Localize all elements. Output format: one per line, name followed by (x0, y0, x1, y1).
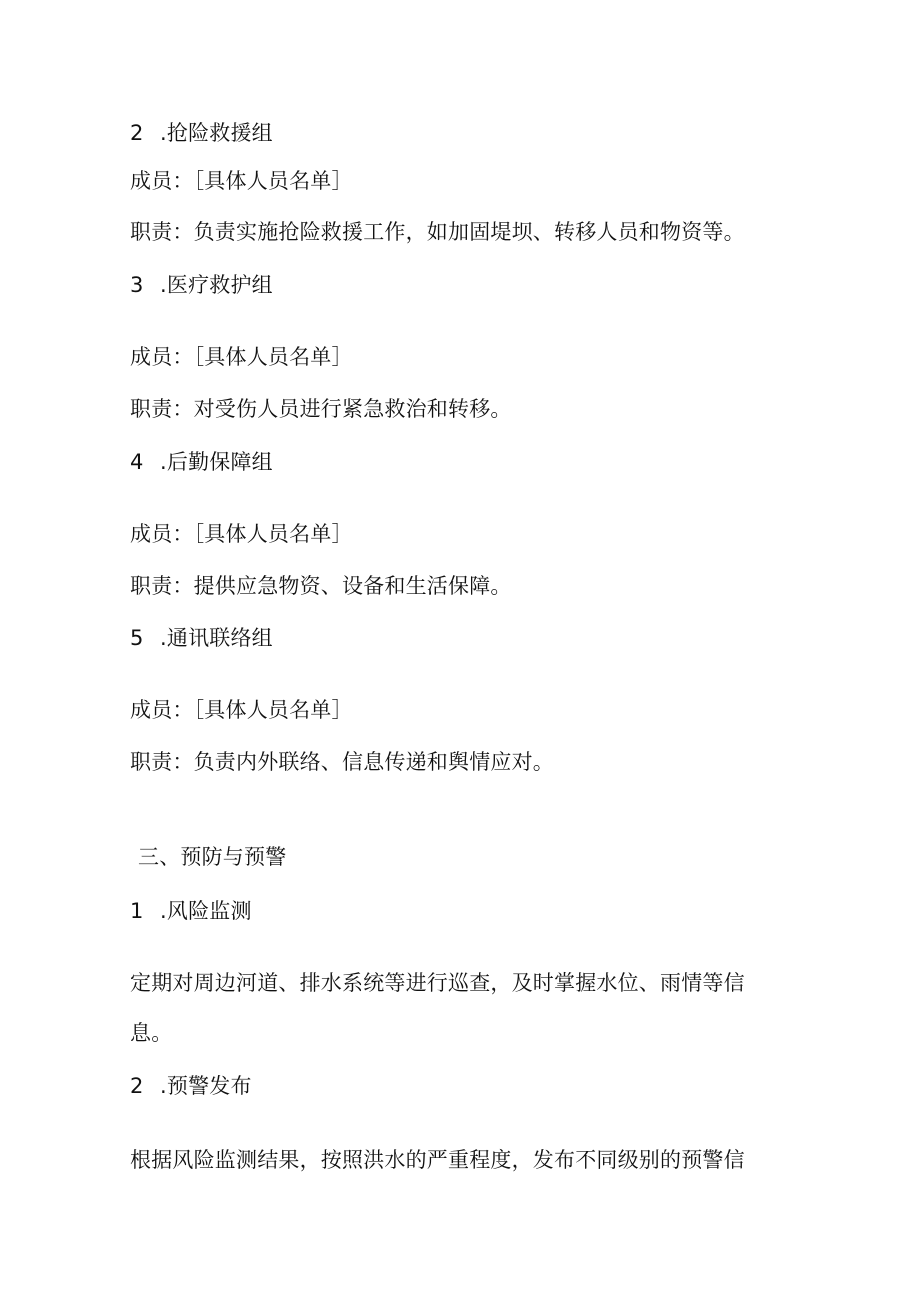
item-number: 5 (130, 626, 144, 650)
logistics-duties: 职责：提供应急物资、设备和生活保障。 (130, 574, 512, 598)
item-number: 4 (130, 450, 144, 474)
risk-monitoring-paragraph-line-2: 息。 (130, 1021, 173, 1045)
item-number: 2 (130, 121, 144, 145)
item-title: .预警发布 (160, 1074, 252, 1098)
section-heading-prevention: 三、预防与预警 (138, 845, 287, 869)
heading-rescue-group (130, 118, 273, 148)
rescue-members: 成员：［具体人员名单］ (130, 169, 353, 193)
medical-duties: 职责：对受伤人员进行紧急救治和转移。 (130, 397, 512, 421)
heading-medical-group (130, 270, 273, 300)
heading-risk-monitoring (130, 896, 252, 926)
warning-release-paragraph-line-1: 根据风险监测结果，按照洪水的严重程度，发布不同级别的预警信 (130, 1148, 745, 1172)
item-number: 3 (130, 273, 144, 297)
medical-members: 成员：［具体人员名单］ (130, 345, 353, 369)
heading-warning-release (130, 1071, 252, 1101)
item-title: .医疗救护组 (160, 273, 273, 297)
rescue-duties: 职责：负责实施抢险救援工作，如加固堤坝、转移人员和物资等。 (130, 220, 745, 244)
communication-members: 成员：［具体人员名单］ (130, 698, 353, 722)
item-title: .风险监测 (160, 899, 252, 923)
item-number: 2 (130, 1074, 144, 1098)
risk-monitoring-paragraph-line-1: 定期对周边河道、排水系统等进行巡查，及时掌握水位、雨情等信 (130, 971, 745, 995)
logistics-members: 成员：［具体人员名单］ (130, 522, 353, 546)
item-title: .后勤保障组 (160, 450, 273, 474)
item-title: .抢险救援组 (160, 121, 273, 145)
item-number: 1 (130, 899, 144, 923)
item-title: .通讯联络组 (160, 626, 273, 650)
heading-logistics-group (130, 447, 273, 477)
communication-duties: 职责：负责内外联络、信息传递和舆情应对。 (130, 750, 554, 774)
heading-communication-group (130, 623, 273, 653)
